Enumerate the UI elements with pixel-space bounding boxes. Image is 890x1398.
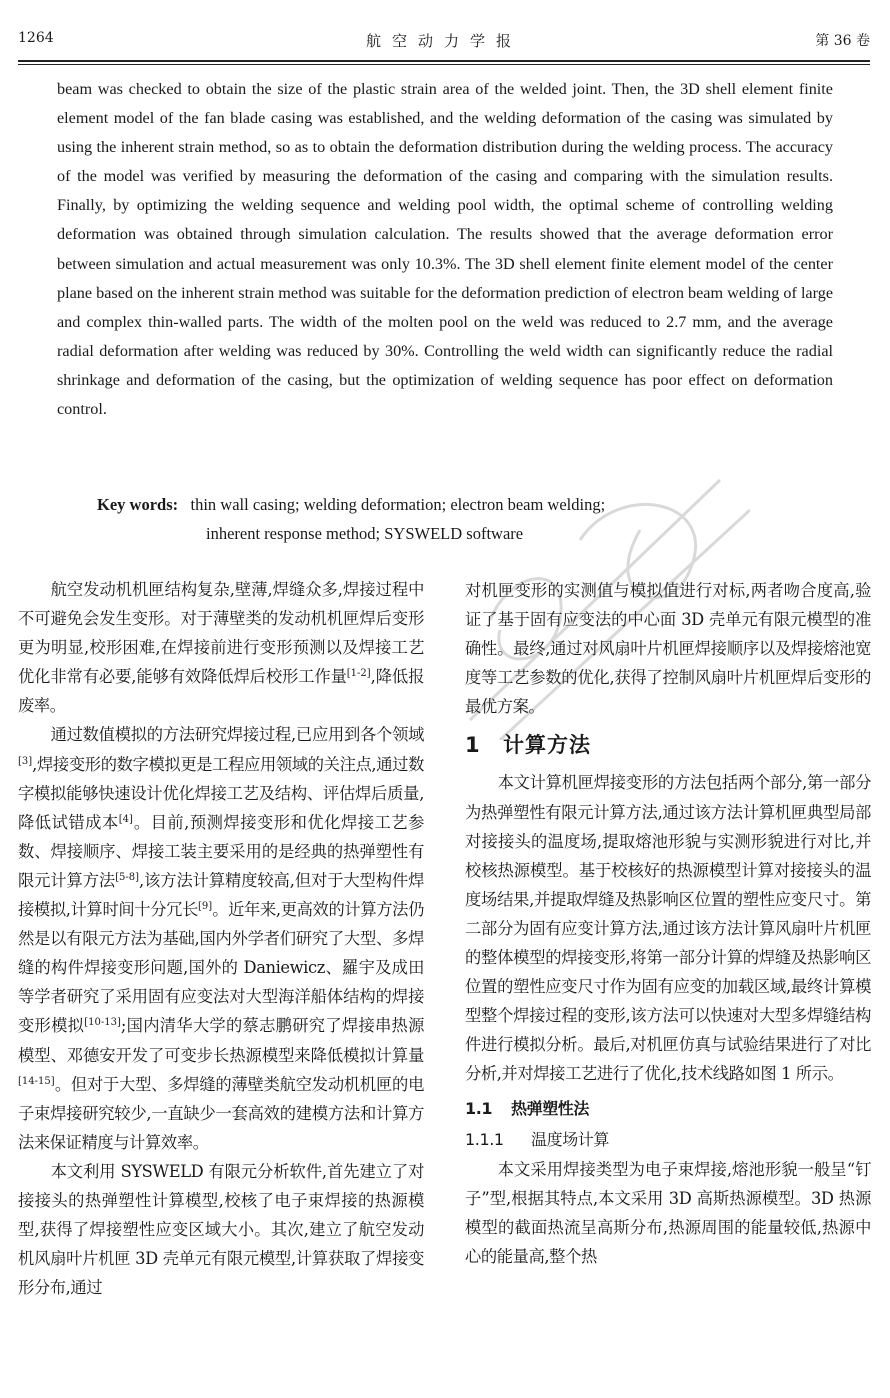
keywords-line-1: thin wall casing; welding deformation; electron beam welding; [190, 495, 606, 514]
section-title: 温度场计算 [531, 1129, 610, 1149]
paragraph-text: 对机匣变形的实测值与模拟值进行对标,两者吻合度高,验证了基于固有应变法的中心面 3D 壳单元有限元模型的准确性。最终,通过对风扇叶片机匣焊接顺序以及焊接熔池宽度等工艺参数的优化,获得了控制风扇叶片机匣焊后变形的最优方案。 [465, 581, 871, 717]
left-column [18, 575, 424, 1302]
intro-paragraph-1 [18, 575, 424, 720]
paragraph-text: 。近年来,更高效的计算方法仍然是以有限元方法为基础,国内外学者们研究了大型、多焊缝的构件焊接变形问题,国外的 Daniewicz、羅宇及成田等学者研究了采用固有应变法对大型海洋船体结构的焊接变形模拟 [18, 900, 424, 1036]
paragraph-text: ,降低报废率。 [18, 667, 424, 716]
keywords-label: Key words: [97, 495, 179, 514]
paragraph-text: 本文采用焊接类型为电子束焊接,熔池形貌一般呈“钉子”型,根据其特点,本文采用 3D 高斯热源模型。3D 热源模型的截面热流呈高斯分布,热源周围的能量较低,热源中心的能量高,整个热 [465, 1159, 871, 1266]
paragraph-text: 航空发动机机匣结构复杂,壁薄,焊缝众多,焊接过程中不可避免会发生变形。对于薄壁类的发动机机匣焊后变形更为明显,校形困难,在焊接前进行变形预测以及焊接工艺优化非常有必要,能够有效降低焊后校形工作量 [18, 580, 424, 687]
citation[interactable]: [10-13] [84, 1017, 121, 1029]
paragraph-text: 。但对于大型、多焊缝的薄壁类航空发动机机匣的电子束焊接研究较少,一直缺少一套高效的建模方法和计算方法来保证精度与计算效率。 [18, 1074, 424, 1152]
method-paragraph-1 [465, 768, 871, 1088]
keywords-block [97, 490, 605, 548]
abstract-text: beam was checked to obtain the size of the plastic strain area of the welded joint. Then, the 3D shell element finite element model of the fan blade casing was established, and the welding deformation of the casing was simulated by using the inherent strain method, so as to obtain the deformation distribution during the welding process. The accuracy of the model was verified by measuring the deformation of the casing and comparing with the simulation results. Finally, by optimizing the welding sequence and welding pool width, the optimal scheme of controlling welding deformation was obtained through simulation calculation. The results showed that the average deformation error between simulation and actual measurement was only 10.3%. The 3D shell element finite element model of the center plane based on the inherent strain method was suitable for the deformation prediction of electron beam welding of large and complex thin-walled parts. The width of the molten pool on the weld was reduced to 2.7 mm, and the average radial deformation after welding was reduced by 30%. Controlling the weld width can significantly reduce the radial shrinkage and deformation of the casing, but the optimization of welding sequence has poor effect on deformation control. [57, 80, 833, 419]
intro-paragraph-2 [18, 720, 424, 1156]
section-heading-1-1-1 [465, 1126, 871, 1153]
english-abstract [57, 75, 833, 424]
citation[interactable]: [9] [197, 901, 213, 913]
citation[interactable]: [4] [118, 813, 133, 825]
citation[interactable]: [5-8] [115, 871, 140, 883]
section-number: 1 [465, 733, 481, 758]
section-title: 计算方法 [503, 733, 591, 758]
journal-title: 航空动力学报 [365, 32, 522, 50]
citation[interactable]: [3] [18, 755, 33, 767]
section-heading-1 [465, 729, 871, 761]
header-rule-thin [18, 64, 870, 65]
running-header [18, 28, 870, 58]
page-number: 1264 [18, 30, 54, 46]
method-paragraph-2 [465, 1155, 871, 1271]
paragraph-text: 本文计算机匣焊接变形的方法包括两个部分,第一部分为热弹塑性有限元计算方法,通过该方法计算机匣典型局部对接接头的温度场,提取熔池形貌与实测形貌进行对比,并校核热源模型。基于校核好的热源模型计算对接接头的温度场结果,并提取焊缝及热影响区位置的塑性应变尺寸。第二部分为固有应变计算方法,通过该方法计算风扇叶片机匣的整体模型的焊接变形,将第一部分计算的焊缝及热影响区位置的塑性应变尺寸作为固有应变的加载区域,最终计算模型整个焊接过程的变形,该方法可以快速对大型多焊缝结构件进行模拟分析。最后,对机匣仿真与试验结果进行了对比分析,并对焊接工艺进行了优化,技术线路如图 1 所示。 [465, 773, 871, 1084]
paragraph-text: ,该方法计算精度较高,但对于大型构件焊接模拟,计算时间十分冗长 [18, 870, 424, 920]
header-rule-thick [18, 60, 870, 62]
section-number: 1.1.1 [465, 1129, 504, 1149]
right-column [465, 576, 871, 1271]
section-title: 热弹塑性法 [511, 1098, 590, 1118]
intro-paragraph-3-continued [465, 576, 871, 721]
paragraph-text: 通过数值模拟的方法研究焊接过程,已应用到各个领域 [50, 725, 424, 745]
intro-paragraph-3 [18, 1157, 424, 1302]
paragraph-text: ,焊接变形的数字模拟更是工程应用领域的关注点,通过数字模拟能够快速设计优化焊接工艺及结构、评估焊后质量,降低试错成本 [18, 754, 424, 832]
keywords-line-2: inherent response method; SYSWELD software [206, 524, 524, 543]
paragraph-text: 。目前,预测焊接变形和优化焊接工艺参数、焊接顺序、焊接工装主要采用的是经典的热弹塑性有限元计算方法 [18, 812, 424, 890]
citation[interactable]: [14-15] [18, 1075, 55, 1087]
section-number: 1.1 [465, 1098, 493, 1118]
section-heading-1-1 [465, 1095, 871, 1122]
volume-label: 第 36 卷 [815, 33, 870, 49]
paragraph-text: 本文利用 SYSWELD 有限元分析软件,首先建立了对接接头的热弹塑性计算模型,校核了电子束焊接的热源模型,获得了焊接塑性应变区域大小。其次,建立了航空发动机风扇叶片机匣 3D 壳单元有限元模型,计算获取了焊接变形分布,通过 [18, 1161, 424, 1298]
citation[interactable]: [1-2] [346, 668, 371, 680]
paragraph-text: ;国内清华大学的蔡志鹏研究了焊接串热源模型、邓德安开发了可变步长热源模型来降低模拟计算量 [18, 1016, 424, 1065]
